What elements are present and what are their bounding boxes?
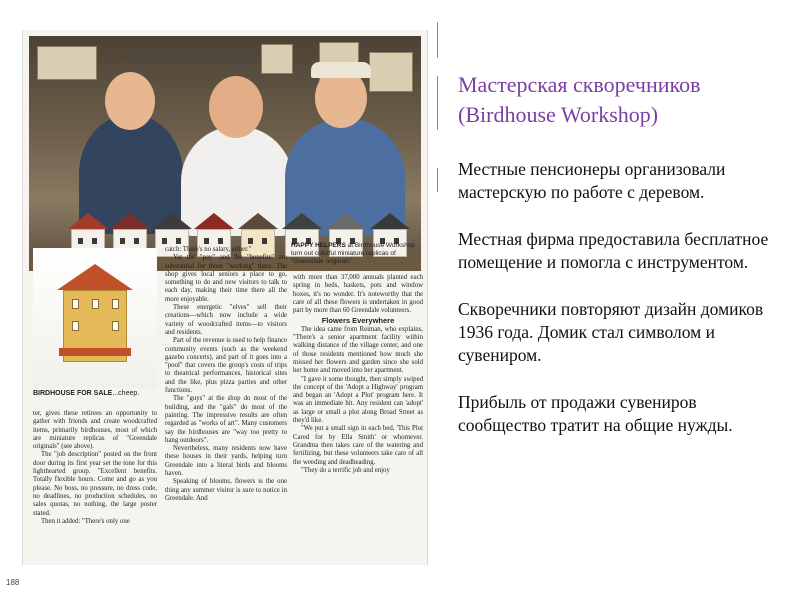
person-left-head [105,72,155,130]
birdhouse-photo [33,248,157,388]
article-column-1: ter, gives these retirees an opportunity to gather with friends and create woodcrafted items, primarily birdhouses, most of which are miniature replicas of "Greendale originals" (see above). The "job description" posted on the front door during its first year set the tone for this lighthearted group. "Excellent benefits. Totally flexible hours. Come and go as you please. No boss, no pressure, no dress code, no deadlines, no production schedules, no sales quotas, no nothing, the large poster stated. Then it added: "There's only one [33,410,157,525]
birdhouse-porch [59,348,131,356]
page-number: 188 [6,578,20,587]
magazine-scan [22,30,428,565]
article-subhead: Flowers Everywhere [321,316,395,326]
divider-line [437,22,438,58]
bullet-item: Прибыль от продажи сувениров сообщество тратит на общие нужды. [458,392,733,435]
wall-sign [369,52,413,92]
slide-bullets [458,158,788,461]
workshop-photo [29,36,421,271]
divider-line [437,168,438,192]
birdhouse-caption: BIRDHOUSE FOR SALE...cheep. [33,390,140,397]
bullet-item: Местная фирма предоставила бесплатное помещение и помогла с инструментом. [458,229,769,272]
wall-sign [37,46,97,80]
article-column-2: catch: There's no salary, either." Yet the "pay" and the "benefits" are substantial for those "working" there. The shop gives local seniors a place to go, something to do and new visitors to talk to each day, making their time there all the more enjoyable. These energetic "elves" sell their creations—which now include a wide variety of woodcrafted items—to visitors and residents. Part of the revenue is used to help finance community events (such as the weekend gazebo concerts), and part of it goes into a "pool" that covers the group's costs of trips to theatrical performances, historical sites and the like, plus pizza parties and other functions. The "guys" at the shop do most of the building, and the "gals" do most of the painting. The impressive results are often regarded as "works of art". Many customers say the birdhouses are "way too pretty to hang outdoors". Nevertheless, many residents now have these houses in their yards, helping turn Greendale into a literal birds and blooms haven. Speaking of blooms, flowers is the one thing any summer visitor is sure to notice in Greendale. And [165,246,287,502]
bullet-item: Скворечники повторяют дизайн домиков 1936 года. Домик стал символом и сувениром. [458,299,764,365]
workshop-caption: HAPPY HELPERS at Birdhouse Workshop turn out colorful miniature replicas of "Greendale originals". [291,242,416,265]
article-column-3: with more than 37,000 annuals planted each spring in beds, baskets, pots and window boxes, it's no wonder. It's noteworthy that the care of all these flowers is undertaken in good part by more than 60 Greendale volunteers. Flowers Everywhere The idea came from Reiman, who explains, "There's a senior apartment facility within walking distance of the village center, and one of those residents mentioned how much she missed her flowers and garden since she sold her home and moved into her apartment. "I gave it some thought, then simply swiped the concept of the 'Adopt a Highway' program and began an 'Adopt a Plot' program here. It was an immediate hit. Any resident can 'adopt' as large or small a plot along Broad Street as they'd like. "We put a small sign in each bed, 'This Plot Cared for by Ella Smith' or whomever. Grandma then takes care of the watering and fertilizing, but these volunteers take care of all the weeding and deadheading. "They do a terrific job and enjoy [293,274,423,474]
divider-line [437,76,438,130]
bullet-item: Местные пенсионеры организовали мастерскую по работе с деревом. [458,159,726,202]
person-center-head [209,76,263,138]
wall-sign [261,44,293,74]
birdhouse-roof [57,264,133,290]
cap [311,62,371,78]
slide-title: Мастерская скворечников (Birdhouse Workshop) [458,72,701,127]
